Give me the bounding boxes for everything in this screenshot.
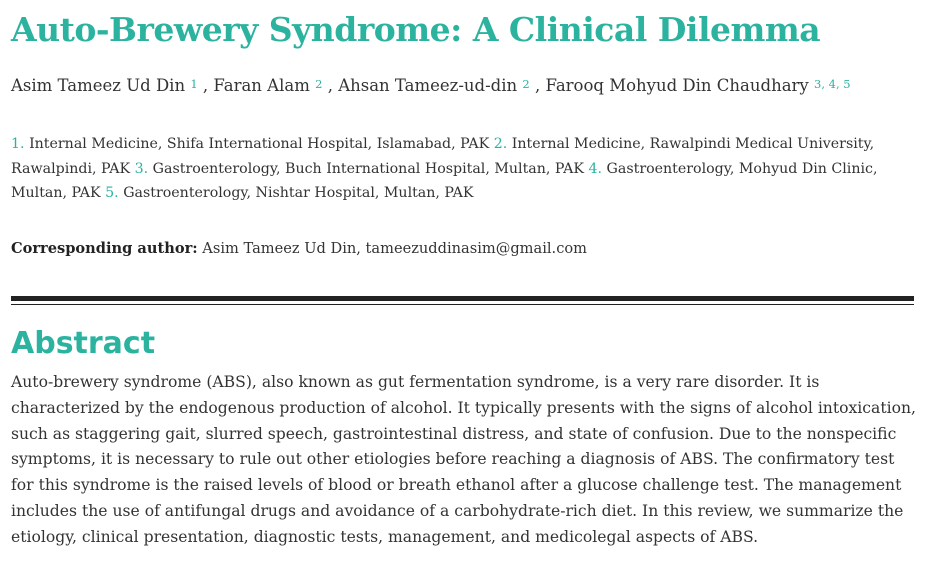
corresponding-author-label: Corresponding author: <box>11 239 198 257</box>
author-separator: , <box>534 76 546 95</box>
paper-header <box>11 0 916 260</box>
section-divider <box>11 296 914 305</box>
author-affiliation-ref: 2 <box>315 77 323 91</box>
abstract-heading: Abstract <box>11 326 156 361</box>
author-name: Ahsan Tameez-ud-din <box>338 76 518 95</box>
divider-thin-rule <box>11 304 914 305</box>
affiliation-number: 1. <box>11 136 25 152</box>
abstract-text: Auto-brewery syndrome (ABS), also known as gut fermentation syndrome, is a very rare disorder. It is characterized by the endogenous production of alcohol. It typically presents with the signs of alcohol intoxication, such as staggering gait, slurred speech, gastrointestinal distress, and state of confusion. Due to the nonspecific symptoms, it is necessary to rule out other etiologies before reaching a diagnosis of ABS. The confirmatory test for this syndrome is the raised levels of blood or breath ethanol after a glucose challenge test. The management includes the use of antifungal drugs and avoidance of a carbohydrate-rich diet. In this review, we summarize the etiology, clinical presentation, diagnostic tests, management, and medicolegal aspects of ABS. <box>11 373 916 546</box>
affiliation-number: 3. <box>134 160 149 177</box>
affiliation-text: Gastroenterology, Nishtar Hospital, Multan, PAK <box>123 185 474 201</box>
affiliation-text: Internal Medicine, Rawalpindi Medical University, Rawalpindi, PAK <box>11 136 875 177</box>
affiliation-number: 4. <box>588 160 603 177</box>
affiliation-number: 2. <box>493 136 508 152</box>
author-separator: , <box>327 76 339 95</box>
divider-thick-rule <box>11 296 914 301</box>
corresponding-author <box>11 238 916 260</box>
author-name: Asim Tameez Ud Din <box>11 76 186 95</box>
author-affiliation-ref: 1 <box>190 77 198 91</box>
author-name: Farooq Mohyud Din Chaudhary <box>545 76 809 95</box>
author-name: Faran Alam <box>213 76 310 95</box>
affiliation-text: Gastroenterology, Buch International Hospital, Multan, PAK <box>152 160 584 177</box>
affiliation-list <box>11 132 916 206</box>
author-list <box>11 75 916 97</box>
affiliation-text: Gastroenterology, Mohyud Din Clinic, Multan, PAK <box>11 160 878 201</box>
corresponding-author-contact: Asim Tameez Ud Din, tameezuddinasim@gmail.com <box>202 239 587 257</box>
author-affiliation-ref: 2 <box>522 77 530 91</box>
author-affiliation-ref: 3, 4, 5 <box>814 77 851 91</box>
paper-title: Auto-Brewery Syndrome: A Clinical Dilemma <box>11 10 821 49</box>
author-separator: , <box>202 76 214 95</box>
affiliation-number: 5. <box>105 185 119 201</box>
abstract-section <box>11 324 916 551</box>
affiliation-text: Internal Medicine, Shifa International Hospital, Islamabad, PAK <box>29 136 490 152</box>
